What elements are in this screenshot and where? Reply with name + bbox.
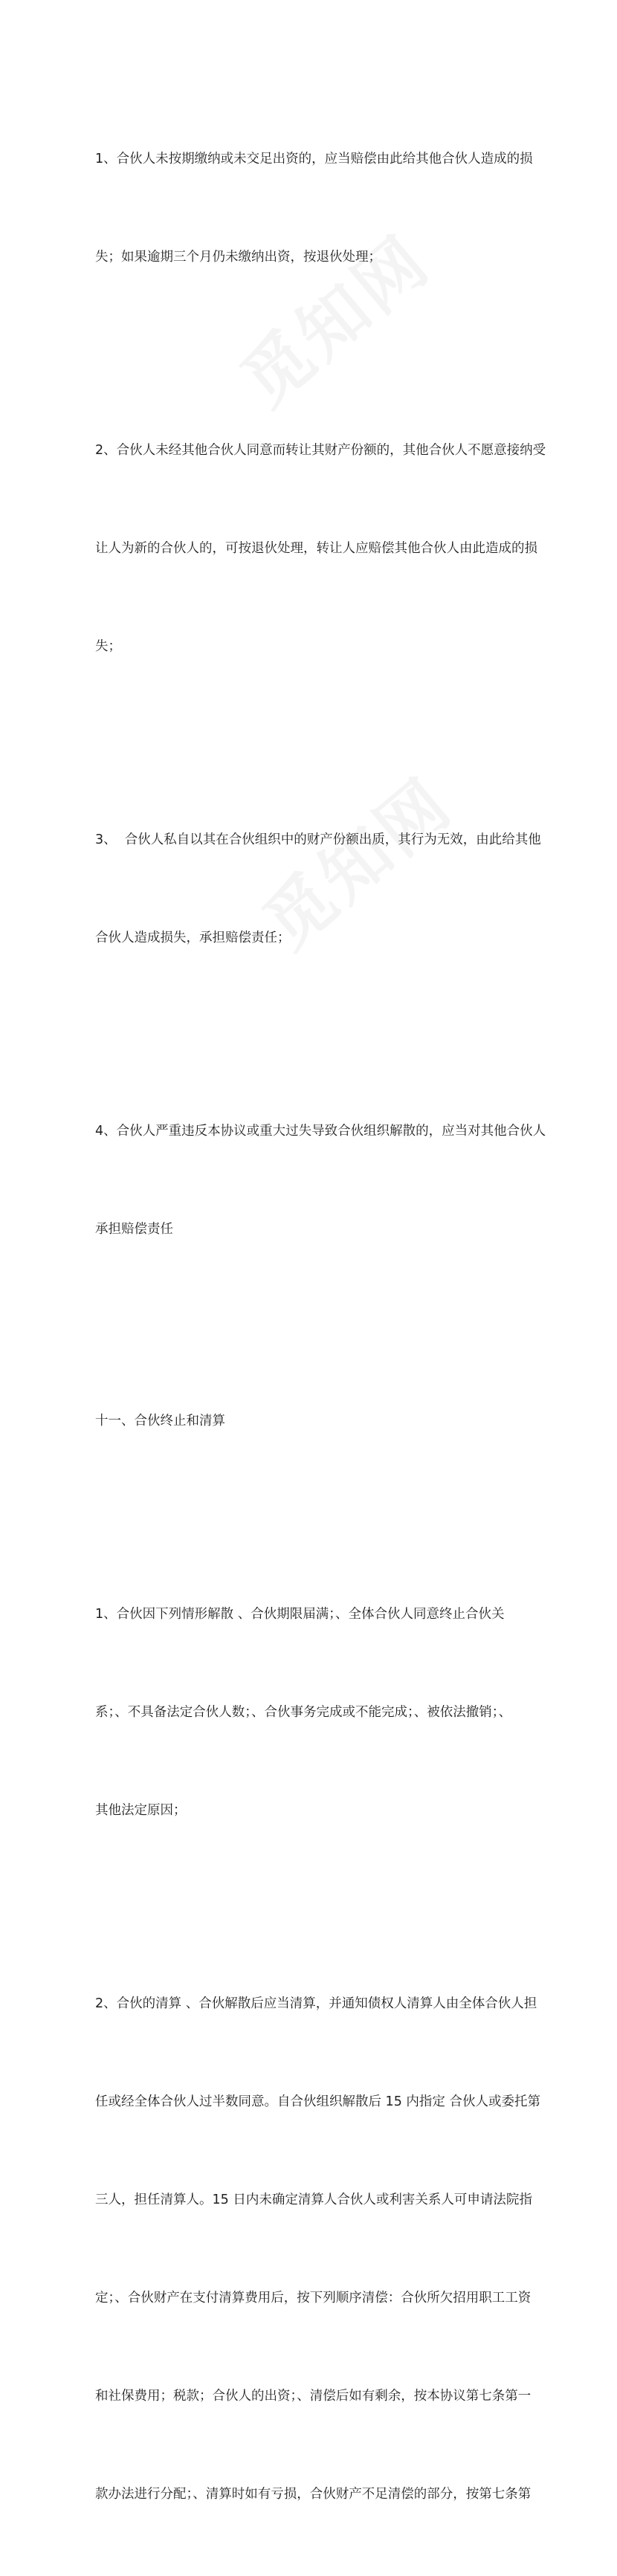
- paragraph-4: [95, 1049, 546, 1311]
- text-line: 失；: [95, 639, 121, 654]
- text-line: 让人为新的合伙人的，可按退伙处理，转让人应赔偿其他合伙人由此造成的损: [95, 541, 537, 556]
- paragraph-6: [95, 1922, 540, 2576]
- text-line: 2、合伙的清算 、合伙解散后应当清算，并通知债权人清算人由全体合伙人担: [95, 1996, 537, 2011]
- paragraph-1: [95, 77, 533, 339]
- paragraph-5: [95, 1533, 526, 1892]
- text-line: 失；如果逾期三个月仍未缴纳出资，按退伙处理；: [95, 250, 381, 265]
- text-line: 1、合伙人未按期缴纳或未交足出资的，应当赔偿由此给其他合伙人造成的损: [95, 152, 533, 166]
- section-heading: [95, 1339, 526, 1503]
- text-line: 三人，担任清算人。15 日内未确定清算人合伙人或利害关系人可申请法院指: [95, 2192, 532, 2207]
- paragraph-3: [95, 758, 541, 1020]
- heading-text: 十一、合伙终止和清算: [95, 1414, 225, 1428]
- text-line: 2、合伙人未经其他合伙人同意而转让其财产份额的，其他合伙人不愿意接纳受: [95, 443, 546, 458]
- text-line: 4、合伙人严重违反本协议或重大过失导致合伙组织解散的，应当对其他合伙人: [95, 1124, 546, 1139]
- text-line: 和社保费用；税款；合伙人的出资；、清偿后如有剩余，按本协议第七条第一: [95, 2389, 532, 2404]
- text-line: 系；、不具备法定合伙人数；、合伙事务完成或不能完成；、被依法撤销；、: [95, 1705, 511, 1720]
- document-body: [95, 77, 546, 2576]
- text-line: 款办法进行分配；、清算时如有亏损，合伙财产不足清偿的部分，按第七条第: [95, 2487, 532, 2502]
- text-line: 3、 合伙人私自以其在合伙组织中的财产份额出质，其行为无效，由此给其他: [95, 832, 541, 847]
- text-line: 定；、合伙财产在支付清算费用后，按下列顺序清偿：合伙所欠招用职工工资: [95, 2291, 532, 2305]
- text-line: 合伙人造成损失，承担赔偿责任；: [95, 931, 291, 945]
- text-line: 1、合伙因下列情形解散 、合伙期限届满；、全体合伙人同意终止合伙关: [95, 1607, 505, 1622]
- paragraph-2: [95, 369, 546, 728]
- text-line: 其他法定原因；: [95, 1803, 187, 1818]
- text-line: 承担赔偿责任: [95, 1222, 173, 1237]
- text-line: 任或经全体合伙人过半数同意。自合伙组织解散后 15 内指定 合伙人或委托第: [95, 2094, 540, 2109]
